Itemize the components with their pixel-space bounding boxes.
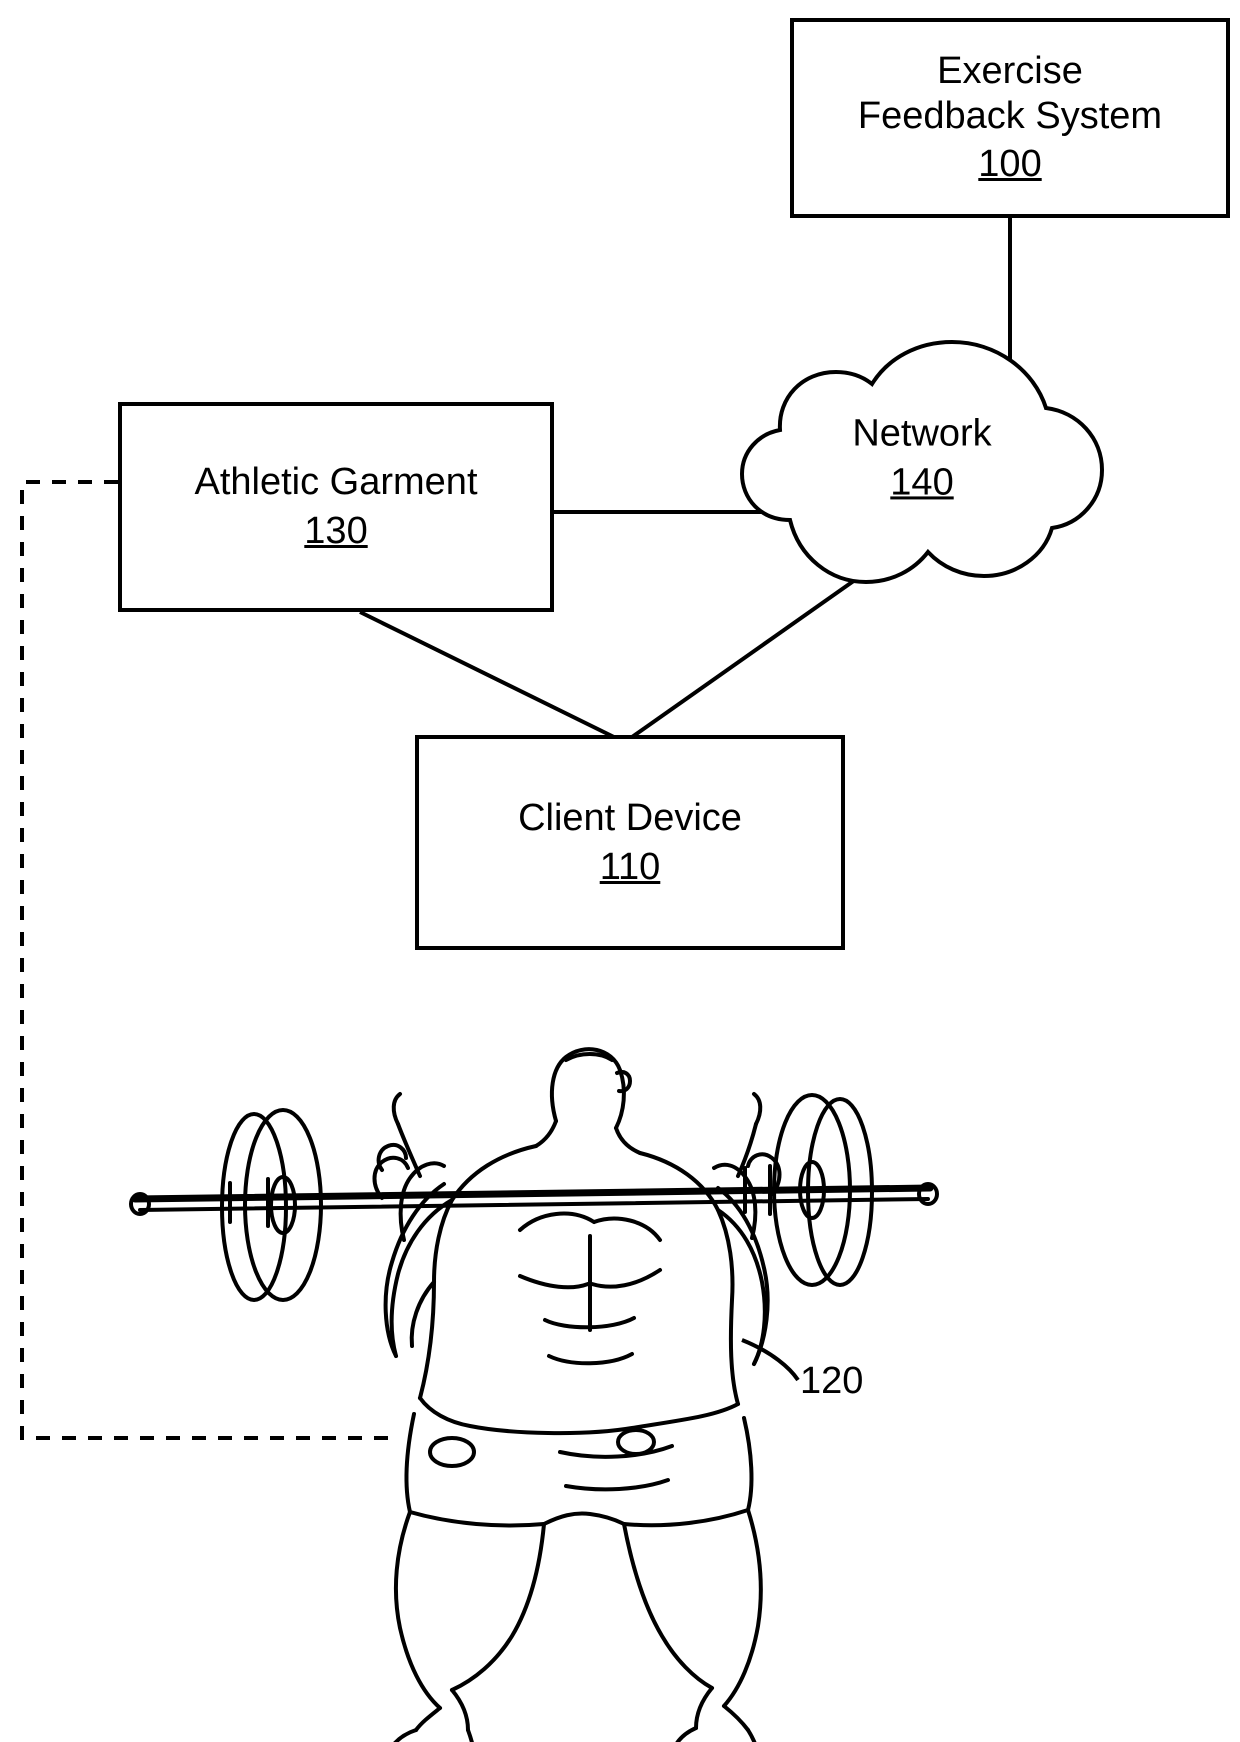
node-ref-user-illustration: 120 bbox=[800, 1360, 864, 1402]
node-label-client-device: Client Device bbox=[518, 796, 742, 839]
node-label-network: Network bbox=[852, 412, 992, 455]
node-client-device[interactable] bbox=[415, 735, 845, 950]
node-exercise-feedback-system[interactable] bbox=[790, 18, 1230, 218]
node-label-athletic-garment: Athletic Garment bbox=[194, 461, 478, 504]
node-label-exercise-feedback-system-line2: Feedback System bbox=[857, 94, 1163, 137]
node-ref-athletic-garment: 130 bbox=[304, 510, 368, 552]
node-ref-network: 140 bbox=[890, 461, 954, 504]
leader-line-user-ref bbox=[742, 1340, 798, 1380]
node-ref-exercise-feedback-system: 100 bbox=[978, 143, 1042, 186]
node-ref-client-device: 110 bbox=[599, 845, 661, 888]
node-network[interactable] bbox=[742, 342, 1102, 582]
connector-garment-to-user-dashed bbox=[22, 482, 395, 1438]
connector-network-to-client bbox=[625, 580, 855, 742]
node-athletic-garment[interactable] bbox=[118, 402, 554, 612]
node-label-exercise-feedback-system-line1: Exercise bbox=[937, 49, 1083, 92]
connector-garment-to-client bbox=[360, 612, 620, 740]
